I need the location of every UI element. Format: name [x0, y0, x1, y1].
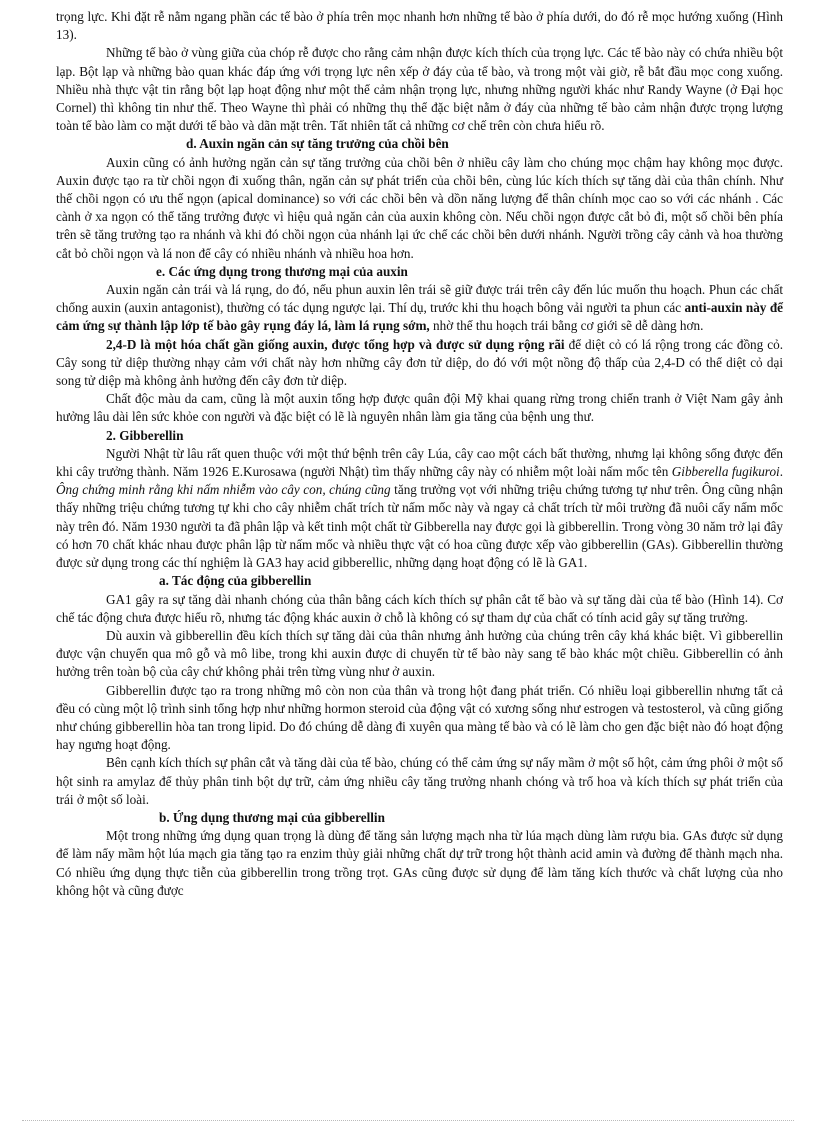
body-paragraph: Gibberellin được tạo ra trong những mô còn non của thân và trong hột đang phát triển. Có nhiều loại gibberellin nhưng tất cả đều có cùng một lộ trình sinh tổng hợp như những hormon steroid của động vật có xương sống như estrogen và testosterol, và cũng giống như chúng gibberellin hòa tan trong lipid. Do đó chúng dễ dàng đi xuyên qua màng tế bào và có lẽ làm cho gen đặc biệt nào đó hoạt động hay ngưng hoạt động. [56, 682, 783, 753]
text-run: để diệt cỏ có lá rộng trong các đồng cỏ. Cây song tử diệp thường nhạy cảm với chất này hơn những cây đơn tử diệp, do đó với một nồng độ thấp của 2,4-D có thể diệt cỏ dại song tử diệp mà không ảnh hưởng đến cây đơn tử diệp. [56, 336, 783, 389]
italic-run: Ông chứng minh rằng khi nấm nhiễm vào cây con, chúng cũng [56, 482, 391, 498]
section-heading: b. Ứng dụng thương mại của gibberellin [159, 809, 385, 825]
body-paragraph: Chất độc màu da cam, cũng là một auxin tổng hợp được quân đội Mỹ khai quang rừng trong chiến tranh ở Việt Nam gây ảnh hưởng lâu dài lên sức khỏe con người và đặc biệt có lẽ là nguyên nhân làm gia tăng của bệnh ung thư. [56, 391, 783, 425]
body-paragraph: Một trong những ứng dụng quan trọng là dùng để tăng sản lượng mạch nha từ lúa mạch dùng làm rượu bia. GAs được sử dụng để làm nẩy mầm hột lúa mạch gia tăng tạo ra enzim thủy giải những chất dự trữ trong hột thành acid amin và đường để thành mạch nha. Có nhiều ứng dụng thực tiễn của gibberellin trong trồng trọt. GAs cũng được sử dụng để làm tăng kích thước và chất lượng của nho không hột và cũng được [56, 828, 783, 898]
body-paragraph [56, 336, 783, 391]
body-paragraph: Dù auxin và gibberellin đều kích thích sự tăng dài của thân nhưng ảnh hưởng của chúng trên cây khá khác biệt. Vì gibberellin được vận chuyển qua mô gỗ và mô libe, trong khi auxin được di chuyển từ tế bào này sang tế bào khác một chiều. Gibberellin có ảnh hưởng trên toàn bộ của cây chứ không phải trên từng vùng như ở auxin. [56, 627, 783, 680]
body-paragraph [56, 281, 783, 336]
body-paragraph: trọng lực. Khi đặt rễ nằm ngang phần các tế bào ở phía trên mọc nhanh hơn những tế bào ở phía dưới, do đó rễ mọc hướng xuống (Hình 13). [56, 9, 783, 43]
italic-run: Gibberella fugikuroi [671, 464, 780, 480]
body-paragraph: Bên cạnh kích thích sự phân cắt và tăng dài của tế bào, chúng có thể cảm ứng sự nẩy mầm ở một số hột, cảm ứng phôi ở một số hột sinh ra amylaz để thủy phân tinh bột dự trữ, cảm ứng nhiều cây tăng trưởng nhanh chóng và trổ hoa và kích thích sự phát triển của trái ở một số loài. [56, 755, 783, 807]
bold-run: anti-auxin này để cảm ứng sự thành lập lớp tế bào gây rụng đáy lá, làm lá rụng sớm, [56, 300, 784, 334]
document-page [56, 8, 783, 900]
bold-run: 2,4-D là một hóa chất gần giống auxin, được tổng hợp và được sử dụng rộng rãi [106, 336, 565, 352]
body-paragraph: Auxin cũng có ảnh hưởng ngăn cản sự tăng trưởng của chồi bên ở nhiều cây làm cho chúng mọc chậm hay không mọc được. Auxin được tạo ra từ chồi ngọn đi xuống thân, ngăn cản sự phát triển của chồi bên, cùng lúc kích thích sự tăng dài của thân chính. Như thế chồi ngọn có ưu thế ngọn (apical dominance) so với các chồi bên và dồn năng lượng để thân chính mọc cao so với các nhánh . Các cành ở xa ngọn có thể tăng trưởng được vì hiệu quả ngăn cản của auxin không còn. Nếu chồi ngọn được cắt bỏ đi, một số chồi bên phía trên sẽ tăng trưởng tạo ra nhánh và khi đó chồi ngọn của nhánh lại ức chế các chồi bên dưới nhánh. Người trồng cây cảnh và hoa thường cắt bỏ chồi ngọn và lá non để cây có nhiều nhánh và nhiều hoa hơn. [56, 154, 783, 261]
text-run: tăng trưởng vọt với những triệu chứng tương tự như trên. Ông cũng nhận thấy những triệu chứng tương tự khi cho cây nhiễm chất trích từ nấm mốc này và ngay cả chất trích từ môi trường đã nuôi cấy nấm mốc này trên đó. Năm 1930 người ta đã phân lập và kết tinh một chất từ Gibberella nay được gọi là gibberellin. Trong vòng 30 năm trở lại đây có hơn 70 chất khác nhau được phân lập từ nấm mốc và nhiều thực vật có hoa cũng được xếp vào gibberellin (GAs). Gibberellin thường được sử dụng trong các thí nghiệm là GA3 hay acid gibberellic, những dạng hoạt động có lẽ là GA1. [56, 482, 783, 571]
section-heading: a. Tác động của gibberellin [159, 573, 312, 589]
body-paragraph [56, 445, 783, 572]
page-bottom-rule [22, 1120, 794, 1121]
text-run: nhờ thế thu hoạch trái bằng cơ giới sẽ dễ dàng hơn. [429, 318, 704, 334]
section-heading: 2. Gibberellin [106, 427, 184, 443]
body-paragraph: GA1 gây ra sự tăng dài nhanh chóng của thân bằng cách kích thích sự phân cắt tế bào và sự tăng dài của tế bào (Hình 14). Cơ chế tác động chưa được hiểu rõ, nhưng tác động khác auxin ở chỗ là không có sự tham dự của chất có tính acid gây sự tăng trưởng. [56, 591, 783, 625]
text-run: Người Nhật từ lâu rất quen thuộc với một thứ bệnh trên cây Lúa, cây cao một cách bất thường, nhưng lại không sống được đến khi cây trưởng thành. Năm 1926 E.Kurosawa (người Nhật) tìm thấy những cây này có nhiễm một loài nấm mốc tên [56, 445, 783, 480]
section-heading: e. Các ứng dụng trong thương mại của auxin [156, 263, 408, 279]
body-paragraph: Những tế bào ở vùng giữa của chóp rễ được cho rằng cảm nhận được kích thích của trọng lực. Các tế bào này có chứa nhiều bột lạp. Bột lạp và những bào quan khác đáp ứng với trọng lực nên xếp ở đáy của tế bào, và trong một vài giờ, rễ bắt đầu mọc cong xuống. Nhiều nhà thực vật tin rằng bột lạp hoạt động như một thể cảm nhận trọng lực, nhưng những người khác như Randy Wayne (ở Đại học Cornel) thì không tin như thế. Theo Wayne thì phải có những thụ thể đặc biệt nằm ở đáy của những tế bào cảm nhận được trọng lượng toàn tế bào làm co mặt dưới tế bào và dãn mặt trên. Tất nhiên tất cả những cơ chế trên còn chưa hiểu rõ. [56, 45, 783, 134]
section-heading: d. Auxin ngăn cản sự tăng trưởng của chồi bên [186, 136, 449, 152]
text-run: . [779, 464, 784, 480]
text-run: Auxin ngăn cản trái và lá rụng, do đó, nếu phun auxin lên trái sẽ giữ được trái trên cây đến lúc muốn thu hoạch. Phun các chất chống auxin (auxin antagonist), thường có tác dụng ngược lại. Thí dụ, trước khi thu hoạch bông vải người ta phun các [56, 282, 783, 316]
